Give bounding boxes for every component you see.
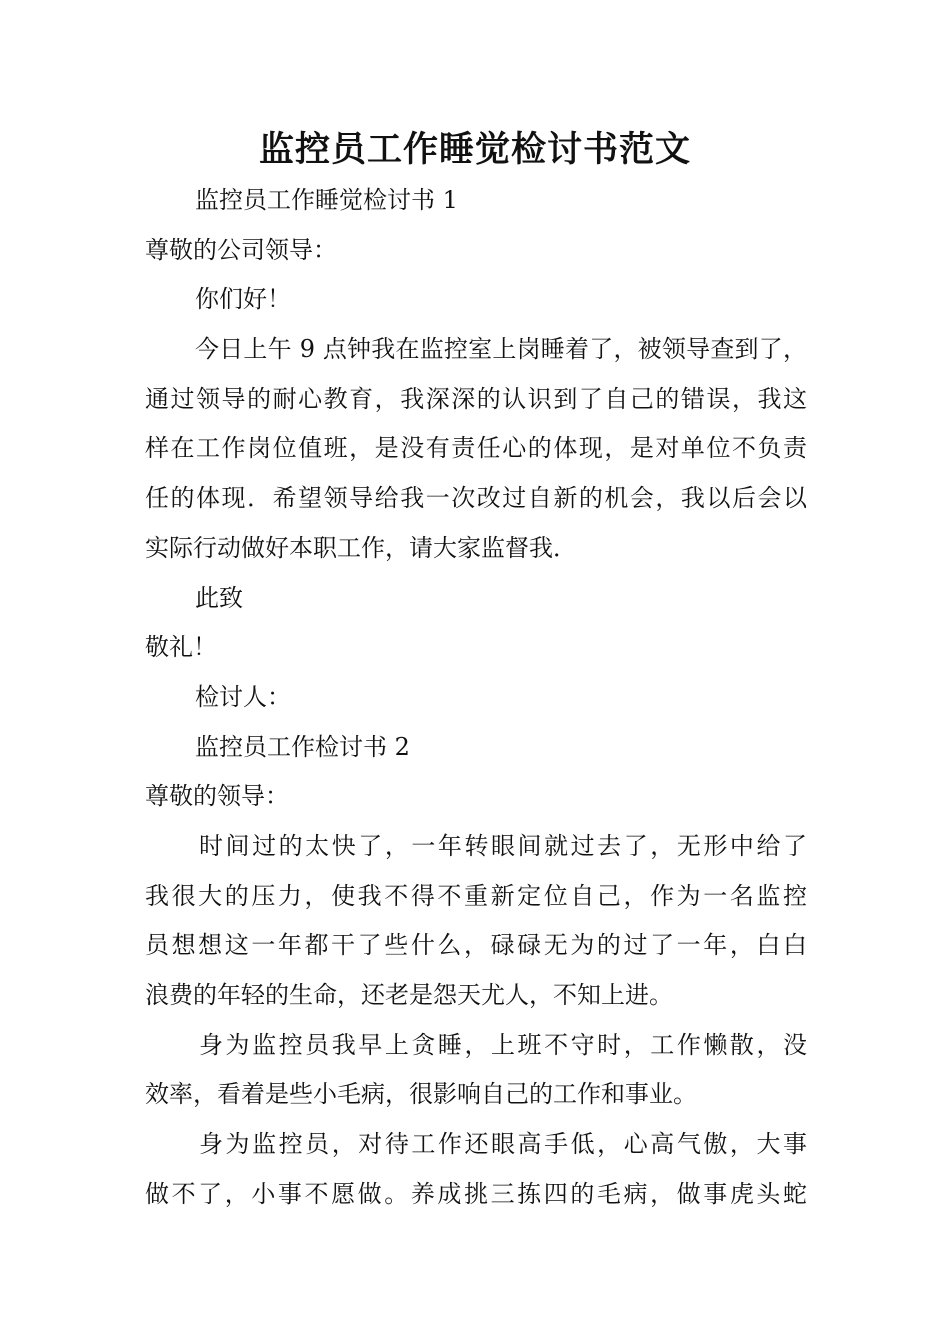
text-line: 浪费的年轻的生命，还老是怨天尤人，不知上进。: [145, 981, 673, 1009]
document-body: [145, 176, 807, 1219]
text-line: 此致: [195, 583, 243, 612]
text-line: 身为监控员我早上贪睡，上班不守时，工作懒散，没: [199, 1030, 807, 1059]
text-line: 你们好！: [195, 285, 291, 314]
text-line: 监控员工作睡觉检讨书 1: [195, 186, 458, 214]
text-line: 通过领导的耐心教育，我深深的认识到了自己的错误，我这: [145, 384, 807, 413]
text-line: 检讨人：: [195, 682, 291, 711]
text-line: 做不了，小事不愿做。养成挑三拣四的毛病，做事虎头蛇: [145, 1179, 807, 1208]
text-line: 身为监控员，对待工作还眼高手低，心高气傲，大事: [199, 1130, 807, 1159]
text-line: 任的体现．希望领导给我一次改过自新的机会，我以后会以: [145, 484, 807, 513]
text-line: 敬礼！: [145, 633, 217, 662]
text-line: 样在工作岗位值班，是没有责任心的体现，是对单位不负责: [145, 434, 807, 463]
document-title: 监控员工作睡觉检讨书范文: [258, 130, 691, 170]
text-line: 员想想这一年都干了些什么，碌碌无为的过了一年，白白: [145, 931, 807, 960]
text-line: 尊敬的领导：: [145, 782, 289, 811]
text-line: 时间过的太快了，一年转眼间就过去了，无形中给了: [199, 831, 807, 860]
text-line: 监控员工作检讨书 2: [195, 732, 410, 761]
text-line: 我很大的压力，使我不得不重新定位自己，作为一名监控: [145, 881, 807, 910]
text-line: 今日上午 9 点钟我在监控室上岗睡着了，被领导查到了，: [195, 335, 807, 364]
text-line: 尊敬的公司领导：: [145, 235, 337, 264]
text-line: 实际行动做好本职工作，请大家监督我．: [145, 533, 577, 562]
text-line: 效率，看着是些小毛病，很影响自己的工作和事业。: [145, 1080, 697, 1109]
